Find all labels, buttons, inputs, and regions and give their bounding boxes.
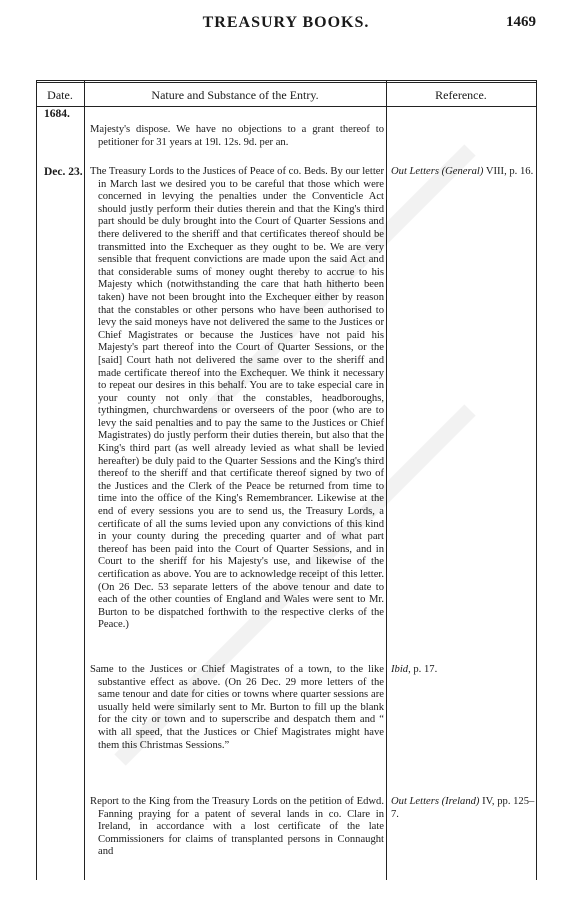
entry-date: Dec. 23.: [44, 166, 83, 178]
reference-source: Ibid: [391, 664, 409, 675]
watermark-stripe: [190, 150, 470, 430]
reference-source: Out Letters (General): [391, 166, 484, 177]
column-heading-reference: Reference.: [435, 88, 487, 102]
reference-locator: VIII, p. 16.: [483, 166, 534, 177]
entry-paragraph: Report to the King from the Treasury Lords on the petition of Edwd. Fanning praying for a patent of several lands in co. Clare in Ireland, in accordance with a lost certificate of the late Commissioners for claims of transplanted persons in Connaught and: [90, 796, 384, 858]
entry-paragraph: Majesty's dispose. We have no objections to a grant thereof to petitioner for 31 years at 19l. 12s. 9d. per an.: [90, 124, 384, 148]
year-label: 1684.: [44, 108, 70, 120]
running-title: TREASURY BOOKS.: [202, 14, 370, 31]
reference-source: Out Letters (Ireland): [391, 796, 480, 807]
column-heading-date: Date.: [47, 88, 73, 102]
column-heading-nature: Nature and Substance of the Entry.: [151, 88, 319, 102]
reference-locator: IV, pp. 125–7.: [391, 796, 535, 820]
entry-paragraph: The Treasury Lords to the Justices of Peace of co. Beds. By our letter in March last we desired you to be careful that those which were concerned in levying the penalties under the Conventicle Act should justly perform their duties therein and that the King's third part should be duly brought into the Court of Quarter Sessions and there delivered to the sheriff and that certificates thereof should be transmitted into the Exchequer as they ought to be. We are very sensible that frequent convictions are made upon the said Act and that considerable sums of money ought thereby to accrue to his Majesty which (notwithstanding the care that hath hitherto been taken) have not been brought into the Exchequer either by reason that the constables or other persons who have been authorised to levy the said moneys have not delivered the same to the Justices or Chief Magistrates or because the Justices have not paid his Majesty's part thereof into the Court of Quarter Sessions, or the [said] Court hath not delivered the same over to the sheriff and made certificate thereof into the Exchequer. We think it necessary to repeat our desires in this behalf. You are to take especial care in your county not only that the constables, headboroughs, tythingmen, churchwardens or overseers of the poor (who are to levy the said penalties and to pay the same to the Justices or Chief Magistrates) do justly perform their duties therein, but also that the King's third part (as well already levied as what shall be levied hereafter) be duly paid to the Quarter Sessions and the King's third thereof to the sheriff and that certificate thereof signed by two of the Justices and the Clerk of the Peace be returned from time to time into the office of the King's Remembrancer. Likewise at the end of every sessions you are to send us, the Treasury Lords, a certificate of all the sums levied upon any convictions of this kind in your county during the preceding quarter and of what part thereof has been paid into the Court of Quarter Sessions, and in Court to the sheriff for his Majesty's use, and likewise of the certification as above. You are to acknowledge receipt of this letter. (On 26 Dec. 53 separate letters of the above tenour and date to each of the other counties of England and Wales were sent to Mr. Burton to be dispatched forthwith to the respective clerks of the Peace.): [90, 166, 384, 631]
page-number: 1469: [506, 14, 536, 30]
entry-paragraph: Same to the Justices or Chief Magistrates of a town, to the like substantive effect as above. (On 26 Dec. 29 more letters of the same tenour and date for cities or towns where quarter sessions are usually held were similarly sent to Mr. Burton to fill up the blank for the city or town and to superscribe and despatch them and “ with all speed, that the Justices or Chief Magistrates might have them this Christmas Sessions.”: [90, 664, 384, 751]
watermark-stripe: [120, 410, 470, 760]
reference-locator: , p. 17.: [408, 664, 438, 675]
